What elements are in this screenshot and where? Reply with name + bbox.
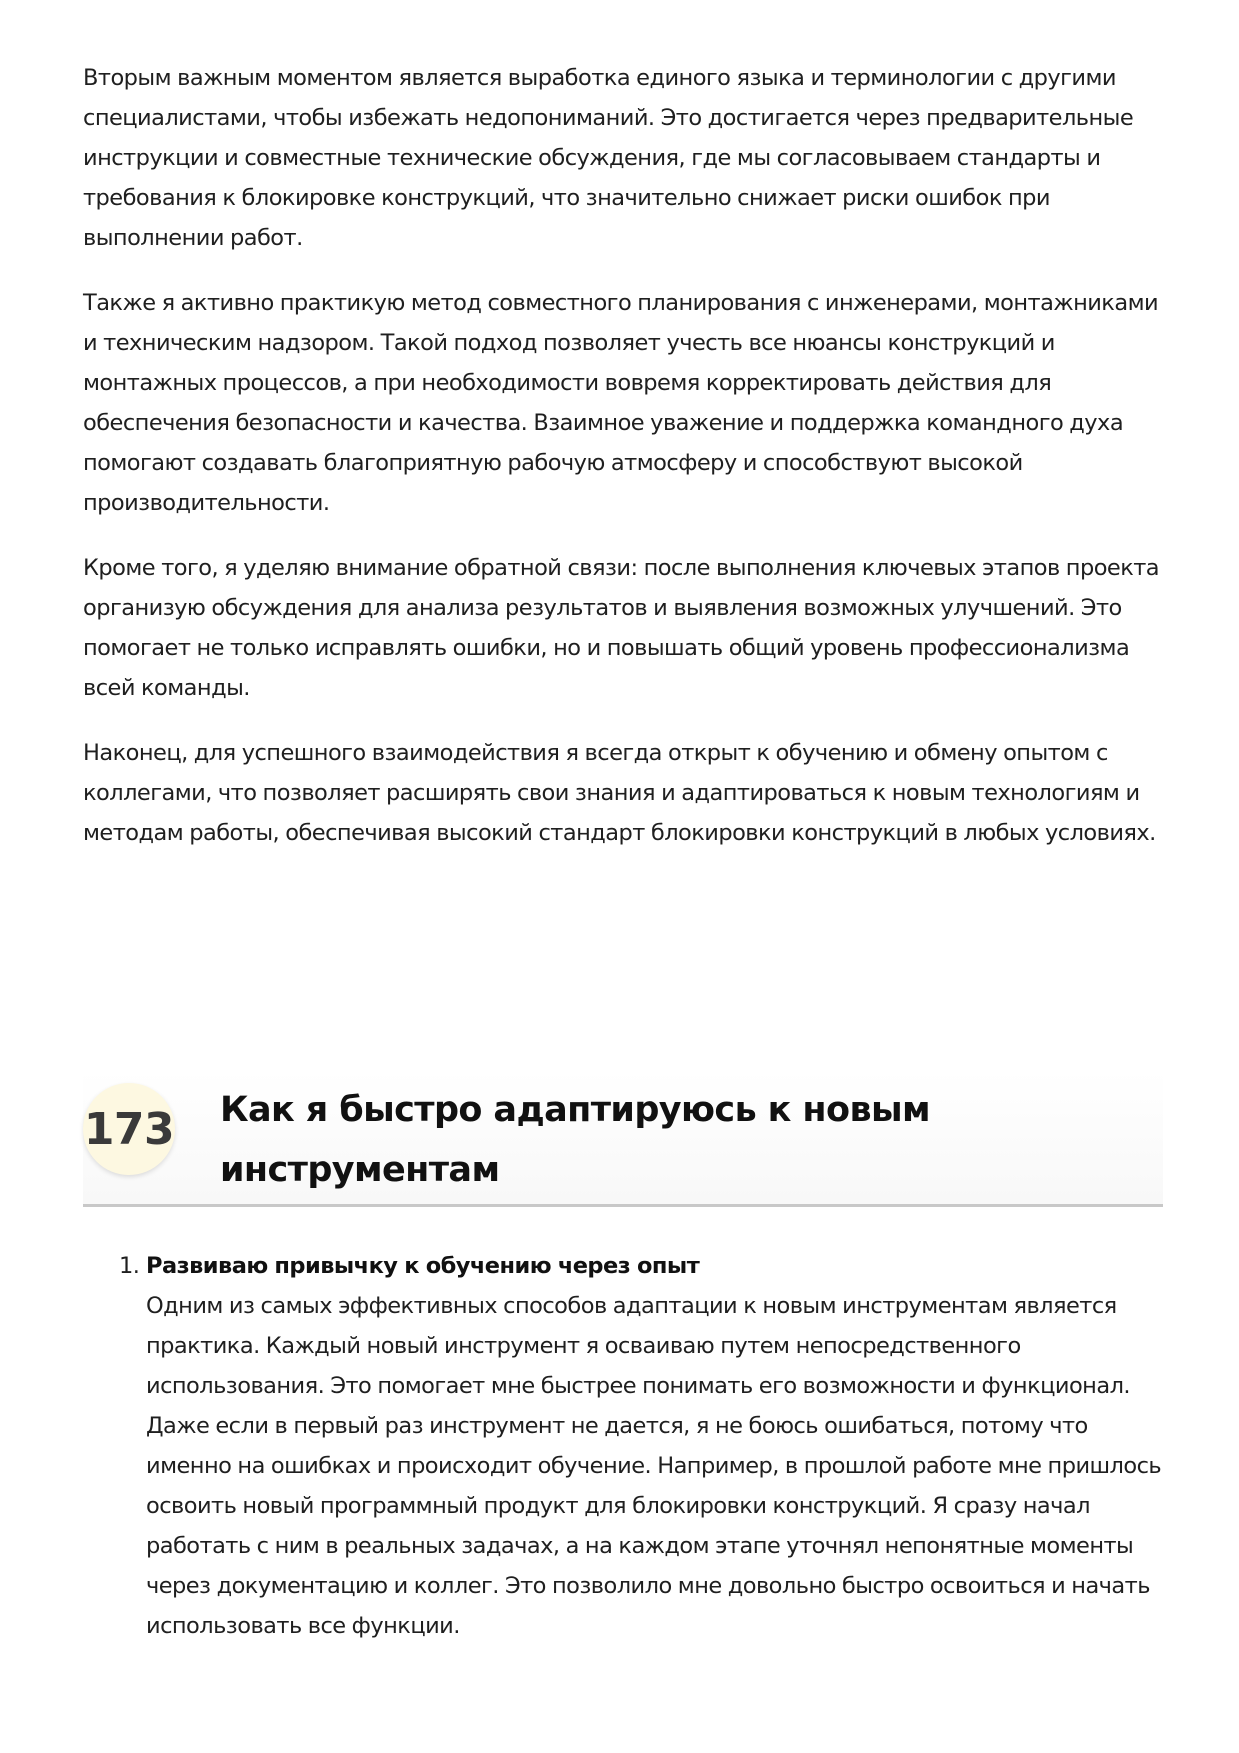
body-text <box>83 58 1163 878</box>
paragraph: Наконец, для успешного взаимодействия я всегда открыт к обучению и обмену опытом с коллегами, что позволяет расширять свои знания и адаптироваться к новым технологиям и методам работы, обеспечивая высокий стандарт блокировки конструкций в любых условиях. <box>83 740 1156 846</box>
numbered-list <box>83 1246 1163 1646</box>
list-item <box>83 1246 1163 1646</box>
paragraph: Кроме того, я уделяю внимание обратной связи: после выполнения ключевых этапов проекта организую обсуждения для анализа результатов и выявления возможных улучшений. Это помогает не только исправлять ошибки, но и повышать общий уровень профессионализма всей команды. <box>83 555 1160 701</box>
list-item-title: Развиваю привычку к обучению через опыт <box>146 1253 700 1279</box>
list-item-number: 1. <box>119 1253 140 1279</box>
chapter-header <box>83 1070 1163 1207</box>
chapter-number-badge: 173 <box>83 1083 175 1175</box>
paragraph: Вторым важным моментом является выработка единого языка и терминологии с другими специалистами, чтобы избежать недопониманий. Это достигается через предварительные инструкции и совместные технические обсуждения, где мы согласовываем стандарты и требования к блокировке конструкций, что значительно снижает риски ошибок при выполнении работ. <box>83 65 1134 251</box>
paragraph: Также я активно практикую метод совместного планирования с инженерами, монтажниками и техническим надзором. Такой подход позволяет учесть все нюансы конструкций и монтажных процессов, а при необходимости вовремя корректировать действия для обеспечения безопасности и качества. Взаимное уважение и поддержка командного духа помогают создавать благоприятную рабочую атмосферу и способствуют высокой производительности. <box>83 290 1159 516</box>
chapter-title: Как я быстро адаптируюсь к новым инструментам <box>220 1090 931 1190</box>
list-item-body: Одним из самых эффективных способов адаптации к новым инструментам является практика. Каждый новый инструмент я осваиваю путем непосредственного использования. Это помогает мне быстрее понимать его возможности и функционал. Даже если в первый раз инструмент не дается, я не боюсь ошибаться, потому что именно на ошибках и происходит обучение. Например, в прошлой работе мне пришлось освоить новый программный продукт для блокировки конструкций. Я сразу начал работать с ним в реальных задачах, а на каждом этапе уточнял непонятные моменты через документацию и коллег. Это позволило мне довольно быстро освоиться и начать использовать все функции. <box>146 1293 1162 1639</box>
